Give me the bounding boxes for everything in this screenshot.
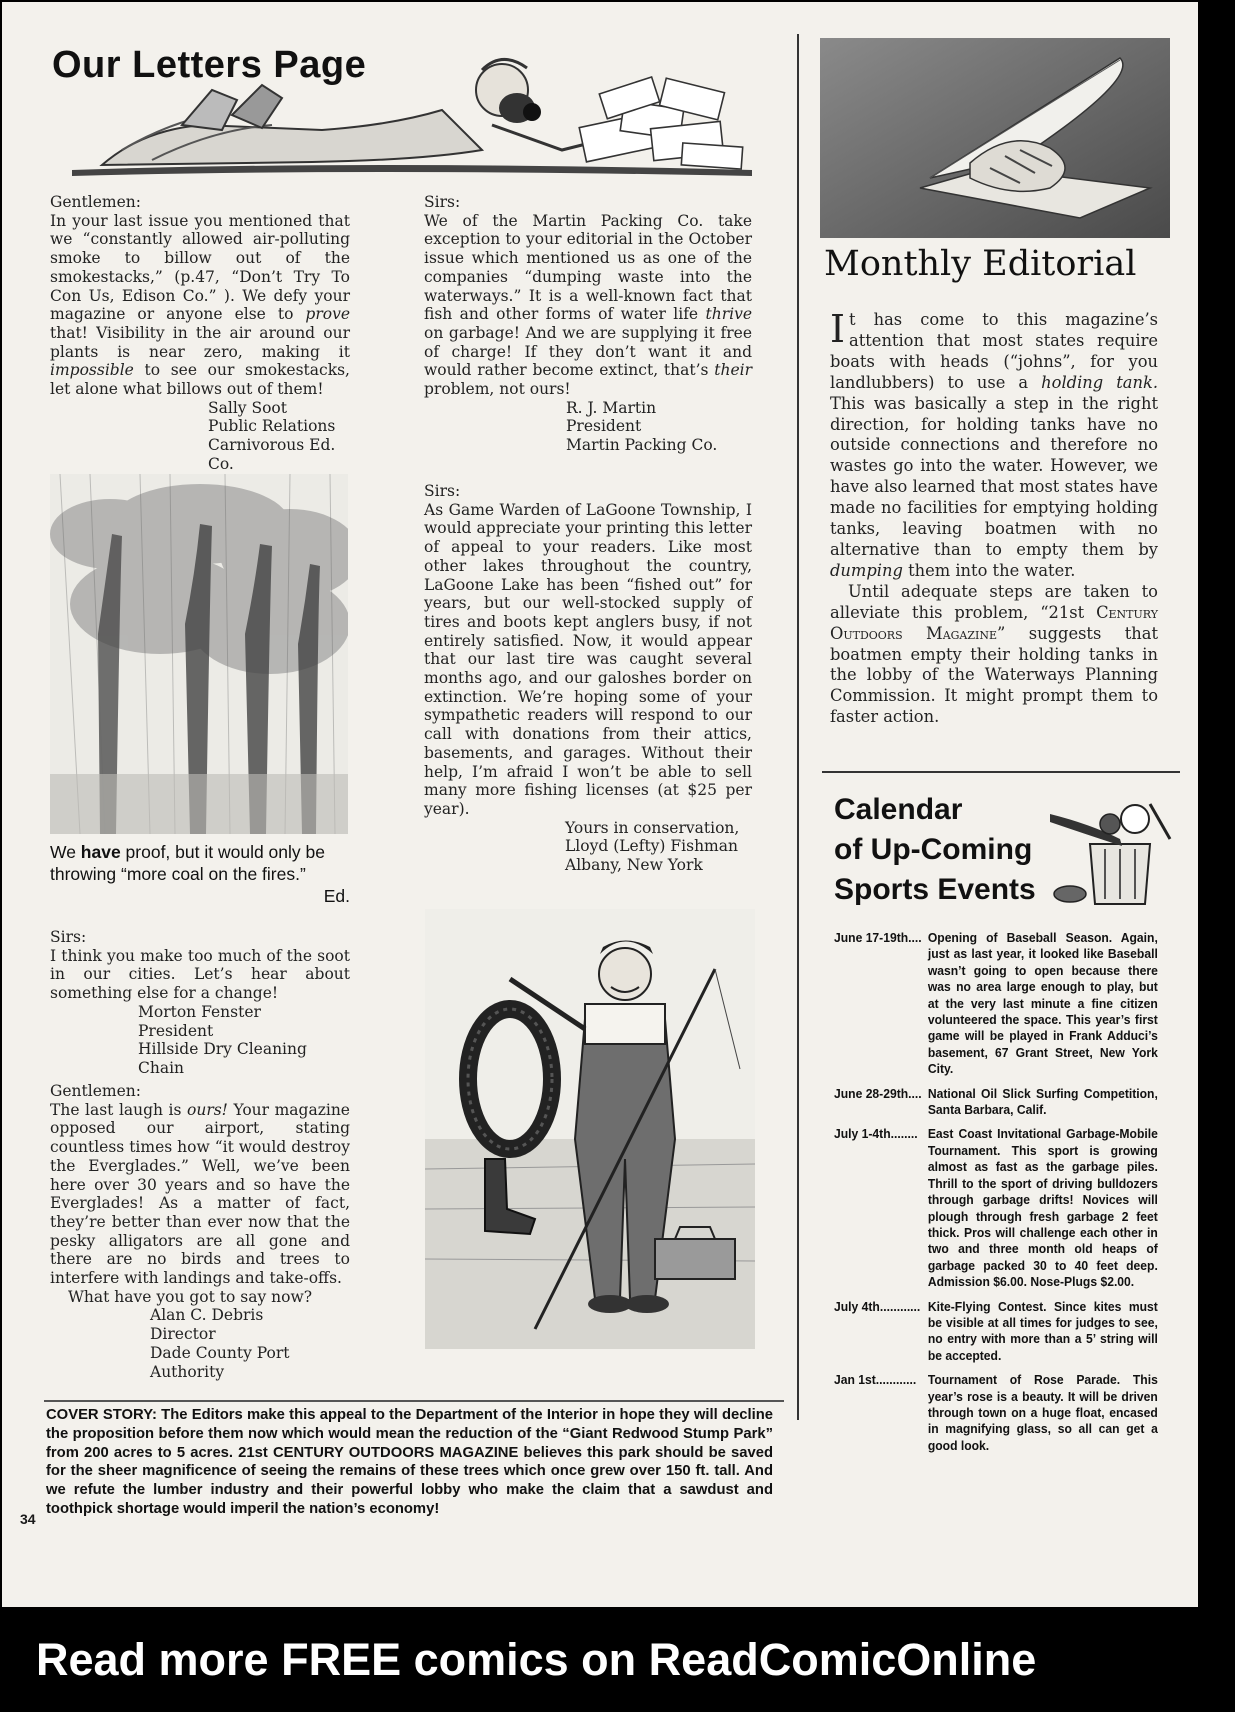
- letter-alan-debris: [50, 1082, 350, 1381]
- calendar-event: [834, 1372, 1160, 1454]
- calendar-title-line: of Up-Coming: [834, 833, 1033, 866]
- letter-rj-martin: [424, 193, 752, 455]
- quill-illustration: [820, 38, 1170, 238]
- letter-salutation: Sirs:: [424, 482, 461, 500]
- page-number: 34: [20, 1511, 36, 1527]
- signature-org: Dade County Port Authority: [150, 1343, 290, 1381]
- event-date: June 28-29th....: [834, 1085, 922, 1101]
- cover-story-rule: [44, 1400, 784, 1402]
- event-date: July 1-4th........: [834, 1126, 918, 1142]
- letter-closing: What have you got to say now?: [68, 1287, 313, 1306]
- letters-header-illustration: [62, 30, 762, 180]
- signature-title: President: [566, 417, 642, 436]
- calendar-event: [834, 930, 1160, 1078]
- calendar-events: [834, 930, 1188, 1462]
- letter-lloyd-fishman: [424, 482, 752, 875]
- event-text: Opening of Baseball Season. Again, just as last year, it looked like Baseball wasn’t going to open because there was no area large enough to play, but at the very last minute a fine citizen volunteered the space. This year’s first game will be played in Frank Adduci’s basement, 67 Grant Street, New York City.: [927, 930, 1158, 1077]
- signature-org: Carnivorous Ed. Co.: [208, 436, 336, 473]
- event-date: Jan 1st............: [834, 1372, 917, 1388]
- letter-body: The last laugh is ours! Your magazine opposed our airport, stating countless times how “it would destroy the Everglades.” Well, we’ve been here over 30 years and so have the Everglades! As a matter of fact, they’re better than ever now that the pesky alligators are all gone and there are no birds and trees to interfere with landings and take-offs.: [50, 1100, 350, 1288]
- signature-org: Martin Packing Co.: [566, 436, 718, 455]
- letter-morton-fenster: [50, 928, 350, 1078]
- event-text: Kite-Flying Contest. Since kites must be visible at all times for judges to see, no entry with more than a 5’ string will be accepted.: [927, 1298, 1158, 1363]
- signature-name: Sally Soot: [208, 398, 287, 417]
- signature-title: Public Relations: [208, 417, 336, 436]
- column-divider: [797, 34, 799, 1420]
- letter-salutation: Sirs:: [50, 928, 87, 946]
- editorial-body: [830, 307, 1159, 728]
- editorial-title: Monthly Editorial: [824, 244, 1137, 284]
- event-date: July 4th............: [834, 1298, 921, 1314]
- calendar-title-line: Sports Events: [834, 873, 1036, 906]
- letter-salutation: Gentlemen:: [50, 193, 141, 211]
- letter-body: In your last issue you mentioned that we “constantly allowed air-polluting smoke to billow out of the smokestacks,” (p.47, “Don’t Try To Con Us, Edison Co.” ). We defy your magazine or anyone else to prove that! Visibility in the air around our plants is near zero, making it impossible to see our smokestacks, let alone what billows out of them!: [50, 211, 350, 399]
- signature-place: Albany, New York: [565, 856, 703, 875]
- signature-name: Lloyd (Lefty) Fishman: [565, 837, 738, 856]
- sports-trash-can-illustration: [1050, 794, 1180, 909]
- event-text: Tournament of Rose Parade. This year’s rose is a beauty. It will be driven through town on a huge float, encased in magnifying glass, so all can get a good look.: [927, 1372, 1158, 1453]
- editorial-paragraph-2: Until adequate steps are taken to alleviate this problem, “21st Century Outdoors Magazine” suggests that boatmen empty their holding tanks in the lobby of the Waterways Planning Commission. It might prompt them to faster action.: [830, 581, 1159, 727]
- calendar-divider: [822, 771, 1180, 773]
- letter-salutation: Gentlemen:: [50, 1082, 141, 1100]
- event-text: National Oil Slick Surfing Competition, Santa Barbara, Calif.: [927, 1085, 1158, 1118]
- signature-name: R. J. Martin: [566, 398, 657, 417]
- page-title: Our Letters Page: [52, 44, 367, 86]
- letter-body: As Game Warden of LaGoone Township, I would appreciate your printing this letter of appeal to your readers. Like most other lakes throughout the country, LaGoone Lake has been “fished out” for years, but our well-stocked supply of tires and boots kept anglers busy, if not entirely satisfied. Now, it would appear that our last tire was caught several months ago, and our galoshes border on extinction. We’re hoping some of your sympathetic readers will respond to our call with donations from their attics, basements, and garages. Without their help, I’m afraid I won’t be able to sell many more fishing licenses (at $25 per year).: [424, 500, 752, 818]
- letter-body: We of the Martin Packing Co. take exception to your editorial in the October issue which mentioned us as one of the companies “dumping waste into the waterways.” It is a well-known fact that fish and other forms of water life thrive on garbage! And we are supplying it free of charge! If they don’t want it and would rather become extinct, that’s their problem, not ours!: [424, 211, 752, 399]
- calendar-title-line: Calendar: [834, 793, 963, 826]
- calendar-event: [834, 1299, 1160, 1365]
- smokestacks-illustration: [50, 474, 348, 834]
- letter-salutation: Sirs:: [424, 193, 461, 211]
- footer-banner[interactable]: Read more FREE comics on ReadComicOnline: [36, 1634, 1037, 1685]
- event-text: East Coast Invitational Garbage-Mobile Tournament. This sport is growing almost as fast as the garbage piles. Thrill to the sport of driving bulldozers through garbage drifts! Novices will plough through fresh garbage 2 feet thick. Pros will challenge each other in two and three month old heaps of garbage packed 30 to 40 feet deep. Admission $6.00. Nose-Plugs $2.00.: [927, 1126, 1158, 1290]
- letter-body: I think you make too much of the soot in our cities. Let’s hear about something else for a change!: [50, 946, 350, 1003]
- calendar-event: [834, 1126, 1160, 1290]
- signature-title: President: [138, 1021, 214, 1040]
- signature-org: Hillside Dry Cleaning Chain: [138, 1040, 307, 1077]
- caption-editor: Ed.: [323, 886, 350, 906]
- editorial-dropcap: I: [830, 307, 846, 351]
- illustration-caption: [50, 841, 350, 907]
- signature-name: Alan C. Debris: [150, 1306, 264, 1325]
- editorial-paragraph-1: It has come to this magazine’s attention that most states require boats with heads (“johns”, for you landlubbers) to use a holding tank. This was basically a step in the right direction, for holding tanks have no outside connections and therefore no wastes go into the water. However, we have also learned that most states have made no facilities for emptying holding tanks, leaving boatmen with no alternative than to empty them by dumping them into the water.: [830, 307, 1158, 580]
- fisherman-illustration: [425, 909, 755, 1349]
- caption-text: We have proof, but it would only be throwing “more coal on the fires.”: [50, 842, 325, 884]
- calendar-event: [834, 1086, 1160, 1119]
- signature-title: Director: [150, 1325, 216, 1344]
- signature-name: Morton Fenster: [138, 1002, 261, 1021]
- letter-closing: Yours in conservation,: [565, 818, 740, 837]
- cover-story: COVER STORY: The Editors make this appeal to the Department of the Interior in hope they will decline the proposition before them now which would mean the reduction of the “Giant Redwood Stump Park” from 200 acres to 5 acres. 21st CENTURY OUTDOORS MAGAZINE believes this park should be saved for the sheer magnificence of seeing the remains of these trees which once grew over 150 ft. tall. And we refute the lumber industry and their powerful lobby who make the claim that a sawdust and toothpick shortage would imperil the nation’s economy!: [46, 1407, 773, 1517]
- magazine-page: [2, 2, 1198, 1607]
- event-date: June 17-19th....: [834, 930, 922, 945]
- letter-sally-soot: [50, 193, 350, 474]
- calendar-title: [834, 790, 1036, 910]
